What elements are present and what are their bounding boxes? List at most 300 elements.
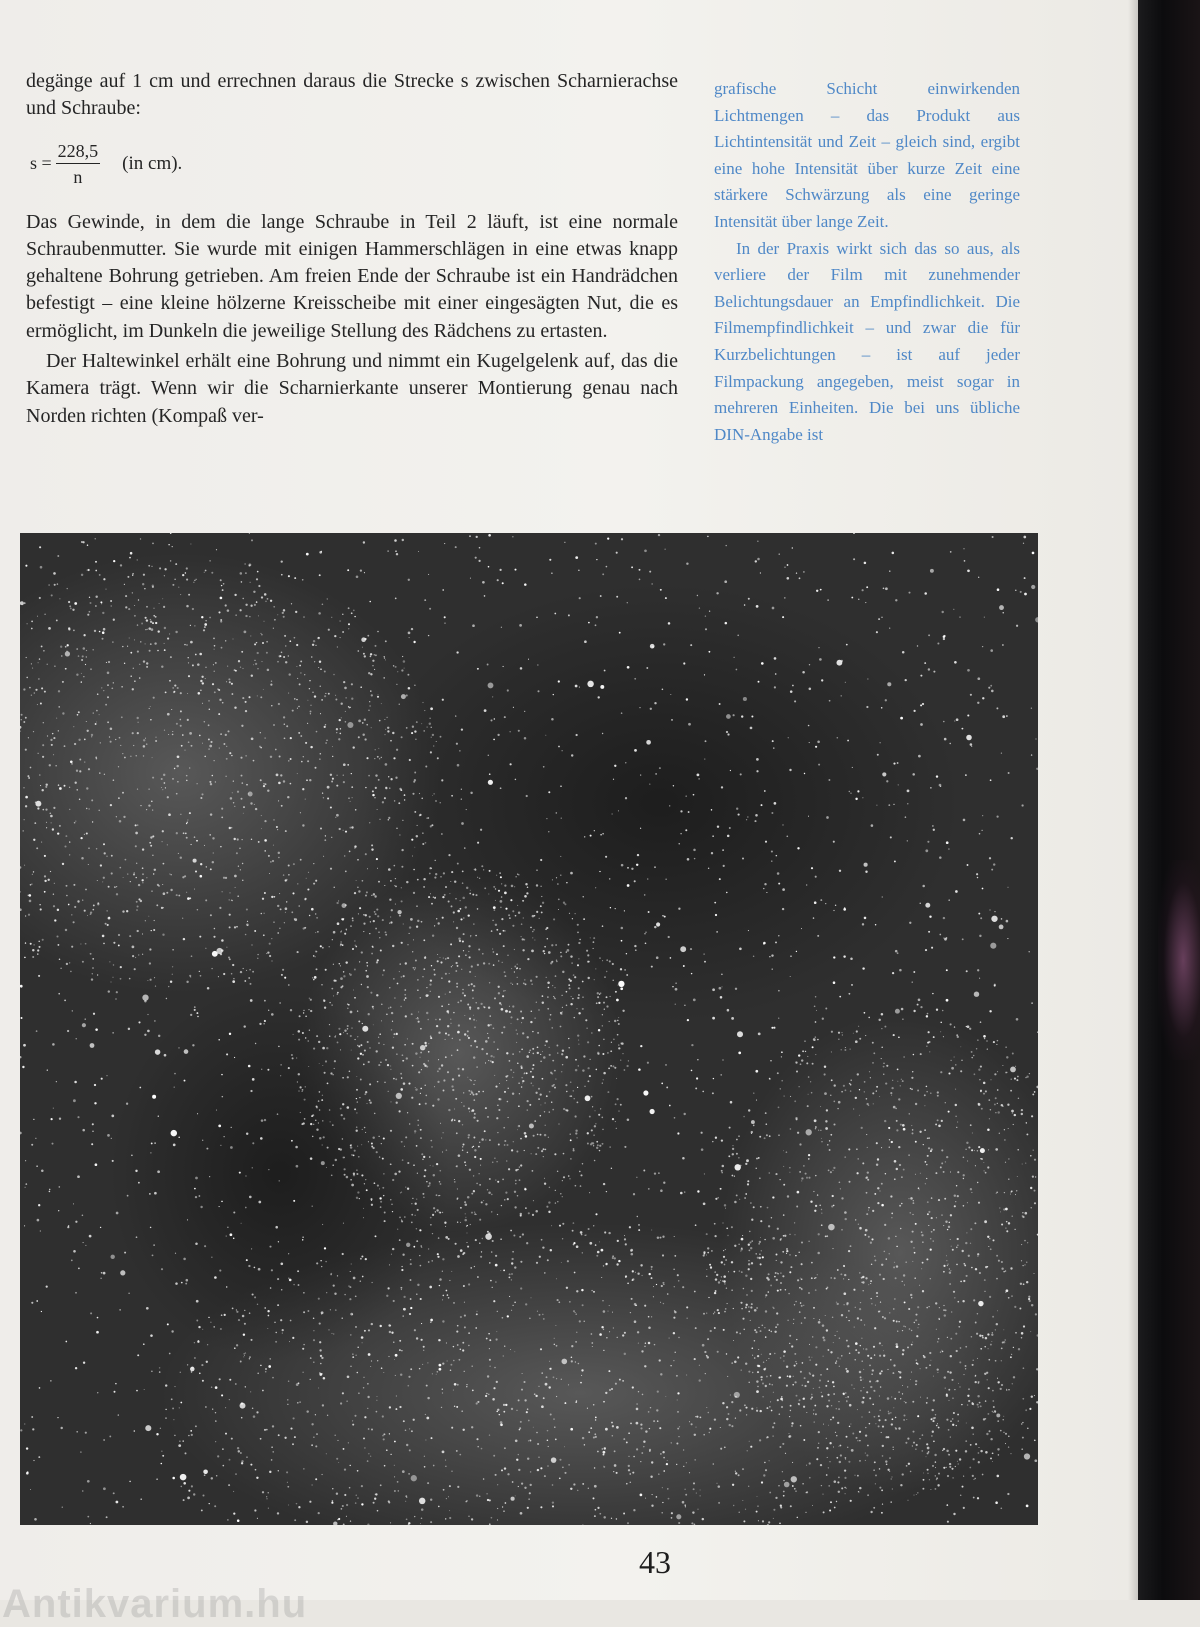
star bbox=[989, 857, 991, 859]
star bbox=[244, 980, 246, 982]
star bbox=[269, 1246, 271, 1248]
star bbox=[303, 1344, 304, 1345]
star bbox=[366, 962, 368, 964]
star bbox=[481, 865, 483, 867]
star bbox=[193, 859, 197, 863]
star bbox=[238, 866, 239, 867]
star bbox=[415, 960, 417, 962]
star bbox=[814, 1119, 817, 1122]
star bbox=[405, 1136, 407, 1138]
star bbox=[967, 569, 970, 572]
star bbox=[599, 1145, 601, 1147]
star bbox=[205, 667, 206, 668]
star bbox=[23, 787, 24, 788]
star bbox=[756, 1511, 758, 1513]
star bbox=[304, 674, 305, 675]
star bbox=[377, 1081, 379, 1083]
star bbox=[377, 868, 378, 869]
star bbox=[627, 1119, 630, 1122]
star bbox=[294, 1436, 296, 1438]
star bbox=[897, 952, 899, 954]
star bbox=[536, 1262, 538, 1264]
star bbox=[955, 1450, 957, 1452]
star bbox=[499, 1414, 500, 1415]
star bbox=[375, 645, 377, 647]
star bbox=[701, 1148, 704, 1151]
star bbox=[542, 1078, 544, 1080]
star bbox=[129, 637, 130, 638]
star bbox=[336, 732, 337, 733]
star bbox=[169, 873, 170, 874]
star bbox=[645, 942, 647, 944]
star bbox=[849, 791, 850, 792]
star bbox=[373, 893, 375, 895]
star bbox=[357, 1045, 358, 1046]
star bbox=[433, 1465, 435, 1467]
star bbox=[388, 1091, 389, 1092]
star bbox=[963, 819, 966, 822]
star bbox=[188, 675, 190, 677]
star bbox=[556, 961, 557, 962]
star bbox=[511, 1258, 513, 1260]
star bbox=[669, 1105, 671, 1107]
star bbox=[197, 783, 198, 784]
star bbox=[501, 627, 502, 628]
star bbox=[296, 666, 297, 667]
star bbox=[882, 772, 886, 776]
star bbox=[540, 905, 542, 907]
star bbox=[369, 705, 370, 706]
star bbox=[432, 795, 433, 796]
star bbox=[427, 727, 428, 728]
star bbox=[534, 1120, 536, 1122]
star bbox=[420, 1298, 422, 1300]
star bbox=[439, 1181, 441, 1183]
star bbox=[364, 1127, 366, 1129]
star bbox=[265, 783, 267, 785]
sidebar-paragraph-practice: In der Praxis wirkt sich das so aus, als verliere der Film mit zunehmender Belichtungsdauer an Empfindlichkeit. Die Filmempfindlichkeit – und zwar die für Kurzbelichtungen – ist auf jeder Filmpackung angegeben, meist sogar in mehreren Einheiten. Die bei uns übliche DIN-Angabe ist bbox=[714, 238, 1020, 444]
star bbox=[332, 1124, 334, 1126]
star bbox=[697, 774, 700, 777]
star bbox=[627, 602, 628, 603]
star bbox=[999, 1207, 1000, 1208]
star bbox=[460, 1249, 463, 1252]
star bbox=[527, 1109, 528, 1110]
star bbox=[426, 1385, 428, 1387]
star bbox=[711, 852, 713, 854]
star bbox=[333, 979, 335, 981]
star bbox=[326, 1167, 327, 1168]
star bbox=[627, 1282, 629, 1284]
star bbox=[102, 935, 105, 938]
star bbox=[957, 1238, 959, 1240]
star bbox=[966, 970, 968, 972]
star bbox=[488, 1060, 489, 1061]
star bbox=[394, 800, 396, 802]
star bbox=[146, 606, 148, 608]
star bbox=[167, 844, 168, 845]
star bbox=[502, 582, 504, 584]
star bbox=[458, 955, 460, 957]
star bbox=[857, 790, 859, 792]
star bbox=[441, 779, 443, 781]
star bbox=[423, 1049, 424, 1050]
star bbox=[769, 956, 770, 957]
star bbox=[155, 616, 157, 618]
star bbox=[379, 1033, 381, 1035]
star bbox=[365, 1132, 366, 1133]
star bbox=[557, 1171, 558, 1172]
star bbox=[400, 1073, 402, 1075]
star bbox=[211, 1386, 213, 1388]
star bbox=[672, 986, 673, 987]
star bbox=[528, 1420, 530, 1422]
star bbox=[172, 584, 174, 586]
star bbox=[855, 1040, 858, 1043]
star bbox=[82, 655, 84, 657]
star bbox=[612, 963, 614, 965]
star bbox=[304, 1118, 306, 1120]
star bbox=[336, 1458, 338, 1460]
star bbox=[500, 1421, 503, 1424]
star bbox=[462, 1124, 463, 1125]
star bbox=[610, 907, 611, 908]
star bbox=[977, 677, 980, 680]
star bbox=[262, 898, 264, 900]
star bbox=[570, 955, 572, 957]
star bbox=[805, 1512, 806, 1513]
star bbox=[447, 1025, 449, 1027]
star bbox=[960, 1281, 962, 1283]
star bbox=[436, 1209, 438, 1211]
star bbox=[180, 857, 182, 859]
star bbox=[215, 662, 217, 664]
star bbox=[37, 953, 38, 954]
star bbox=[206, 1361, 208, 1363]
star bbox=[339, 828, 341, 830]
star bbox=[99, 714, 100, 715]
star bbox=[554, 987, 555, 988]
star bbox=[729, 827, 731, 829]
star bbox=[284, 977, 286, 979]
star bbox=[748, 598, 750, 600]
star bbox=[786, 1253, 787, 1254]
star bbox=[628, 1456, 629, 1457]
star bbox=[421, 921, 423, 923]
star bbox=[690, 948, 692, 950]
star bbox=[411, 1097, 413, 1099]
star bbox=[205, 620, 206, 621]
star bbox=[323, 797, 324, 798]
star bbox=[651, 1316, 652, 1317]
star bbox=[226, 1053, 228, 1055]
star bbox=[573, 1090, 574, 1091]
star bbox=[680, 946, 686, 952]
star bbox=[702, 1344, 705, 1347]
star bbox=[963, 548, 964, 549]
star bbox=[431, 727, 432, 728]
star bbox=[167, 713, 170, 716]
star bbox=[120, 564, 122, 566]
star bbox=[380, 1206, 382, 1208]
star bbox=[597, 1052, 599, 1054]
star bbox=[865, 1427, 866, 1428]
star bbox=[957, 1245, 958, 1246]
star bbox=[395, 1078, 397, 1080]
star bbox=[374, 1182, 376, 1184]
star bbox=[492, 1240, 494, 1242]
star bbox=[527, 958, 529, 960]
star bbox=[389, 922, 390, 923]
star bbox=[418, 1011, 419, 1012]
star bbox=[604, 976, 606, 978]
star bbox=[431, 903, 433, 905]
star bbox=[875, 1423, 876, 1424]
star bbox=[169, 680, 171, 682]
star bbox=[436, 1194, 438, 1196]
star bbox=[370, 1102, 372, 1104]
star bbox=[246, 1259, 248, 1261]
star bbox=[515, 915, 517, 917]
star bbox=[432, 935, 434, 937]
star bbox=[76, 648, 78, 650]
star bbox=[782, 908, 784, 910]
star bbox=[183, 938, 185, 940]
star bbox=[373, 1008, 374, 1009]
star bbox=[922, 885, 925, 888]
star bbox=[69, 809, 70, 810]
star bbox=[145, 617, 147, 619]
star bbox=[616, 1078, 617, 1079]
star bbox=[127, 576, 129, 578]
star bbox=[573, 1149, 575, 1151]
star bbox=[603, 1310, 606, 1313]
star bbox=[425, 842, 427, 844]
star bbox=[179, 719, 181, 721]
star bbox=[376, 1400, 377, 1401]
star bbox=[92, 958, 94, 960]
star bbox=[677, 1411, 679, 1413]
star bbox=[243, 1356, 244, 1357]
star bbox=[57, 832, 59, 834]
star bbox=[366, 1189, 368, 1191]
star bbox=[263, 913, 264, 914]
star bbox=[367, 1103, 368, 1104]
star bbox=[172, 1477, 175, 1480]
star bbox=[313, 883, 315, 885]
star bbox=[231, 683, 233, 685]
star bbox=[618, 1017, 619, 1018]
star bbox=[577, 924, 579, 926]
star bbox=[791, 1422, 793, 1424]
star bbox=[205, 678, 206, 679]
star bbox=[456, 1406, 458, 1408]
star bbox=[587, 1080, 589, 1082]
star bbox=[678, 908, 680, 910]
star bbox=[27, 895, 28, 896]
star bbox=[967, 714, 969, 716]
star bbox=[709, 611, 710, 612]
star bbox=[415, 1087, 416, 1088]
star bbox=[171, 1398, 173, 1400]
star bbox=[212, 1409, 213, 1410]
star bbox=[630, 1473, 631, 1474]
star bbox=[739, 1409, 741, 1411]
star bbox=[256, 578, 258, 580]
star bbox=[594, 1110, 595, 1111]
star bbox=[350, 1334, 352, 1336]
star bbox=[271, 960, 272, 961]
star bbox=[578, 1363, 580, 1365]
star bbox=[25, 565, 27, 567]
star bbox=[240, 1452, 242, 1454]
star bbox=[447, 1294, 449, 1296]
star bbox=[144, 1000, 146, 1002]
star bbox=[634, 880, 636, 882]
star bbox=[58, 993, 60, 995]
star bbox=[528, 1212, 530, 1214]
star bbox=[555, 1079, 556, 1080]
star bbox=[602, 1082, 603, 1083]
star bbox=[455, 962, 457, 964]
star bbox=[344, 855, 345, 856]
star bbox=[357, 859, 359, 861]
star bbox=[242, 782, 244, 784]
star bbox=[959, 1458, 961, 1460]
star bbox=[435, 873, 437, 875]
star bbox=[894, 1160, 897, 1163]
star bbox=[439, 1285, 440, 1286]
star bbox=[750, 1202, 752, 1204]
star bbox=[207, 987, 210, 990]
star bbox=[161, 1451, 162, 1452]
star bbox=[1030, 1155, 1032, 1157]
star bbox=[145, 629, 146, 630]
star bbox=[189, 812, 191, 814]
star bbox=[504, 716, 506, 718]
star bbox=[356, 1126, 358, 1128]
star bbox=[504, 1091, 506, 1093]
star bbox=[540, 1104, 541, 1105]
star bbox=[360, 686, 362, 688]
star bbox=[485, 1107, 487, 1109]
star bbox=[396, 553, 398, 555]
star bbox=[151, 930, 152, 931]
star bbox=[315, 1120, 316, 1121]
star bbox=[124, 757, 126, 759]
star bbox=[425, 1085, 426, 1086]
star bbox=[560, 1013, 562, 1015]
star bbox=[364, 1416, 366, 1418]
star bbox=[249, 1358, 250, 1359]
star bbox=[354, 997, 356, 999]
star bbox=[188, 1490, 190, 1492]
star bbox=[902, 1124, 905, 1127]
star bbox=[357, 1057, 359, 1059]
star bbox=[512, 910, 514, 912]
star bbox=[837, 1422, 839, 1424]
star bbox=[49, 1189, 51, 1191]
star bbox=[496, 1338, 498, 1340]
star bbox=[204, 623, 207, 626]
star bbox=[631, 868, 633, 870]
star bbox=[735, 988, 737, 990]
star bbox=[442, 1392, 443, 1393]
star bbox=[346, 1516, 347, 1517]
star bbox=[87, 730, 89, 732]
star bbox=[74, 822, 76, 824]
star bbox=[103, 1487, 106, 1490]
star bbox=[982, 646, 983, 647]
star bbox=[92, 967, 94, 969]
star bbox=[25, 796, 28, 799]
star bbox=[115, 1383, 117, 1385]
star bbox=[603, 1002, 605, 1004]
star bbox=[765, 1112, 767, 1114]
star bbox=[264, 850, 266, 852]
star bbox=[436, 918, 437, 919]
star bbox=[161, 841, 162, 842]
star bbox=[343, 975, 345, 977]
star bbox=[197, 1113, 198, 1114]
star bbox=[432, 1233, 433, 1234]
star bbox=[488, 963, 490, 965]
star bbox=[492, 948, 493, 949]
star bbox=[360, 1053, 362, 1055]
star bbox=[350, 1366, 351, 1367]
star bbox=[251, 839, 252, 840]
star bbox=[99, 772, 100, 773]
star bbox=[640, 1461, 641, 1462]
star bbox=[250, 802, 252, 804]
star bbox=[514, 1351, 515, 1352]
star bbox=[305, 1037, 306, 1038]
star bbox=[735, 1164, 741, 1170]
star bbox=[413, 1164, 415, 1166]
star bbox=[700, 1417, 702, 1419]
star bbox=[543, 1156, 544, 1157]
star bbox=[132, 688, 134, 690]
star bbox=[41, 645, 43, 647]
star bbox=[524, 1132, 527, 1135]
star bbox=[1002, 644, 1004, 646]
star bbox=[150, 719, 151, 720]
star bbox=[331, 781, 333, 783]
star bbox=[319, 661, 321, 663]
star bbox=[419, 1255, 420, 1256]
star bbox=[687, 1019, 689, 1021]
star bbox=[111, 855, 113, 857]
star bbox=[442, 917, 444, 919]
star bbox=[448, 1034, 450, 1036]
star bbox=[685, 1505, 686, 1506]
star bbox=[32, 1428, 34, 1430]
star bbox=[636, 1177, 637, 1178]
star bbox=[530, 927, 532, 929]
star bbox=[172, 1407, 174, 1409]
star bbox=[241, 651, 243, 653]
star bbox=[383, 1044, 384, 1045]
star bbox=[404, 668, 405, 669]
star bbox=[38, 941, 39, 942]
star bbox=[715, 1290, 717, 1292]
star bbox=[792, 547, 793, 548]
star bbox=[368, 775, 370, 777]
star bbox=[990, 779, 992, 781]
star bbox=[161, 787, 162, 788]
star bbox=[526, 1411, 528, 1413]
star bbox=[371, 1200, 372, 1201]
